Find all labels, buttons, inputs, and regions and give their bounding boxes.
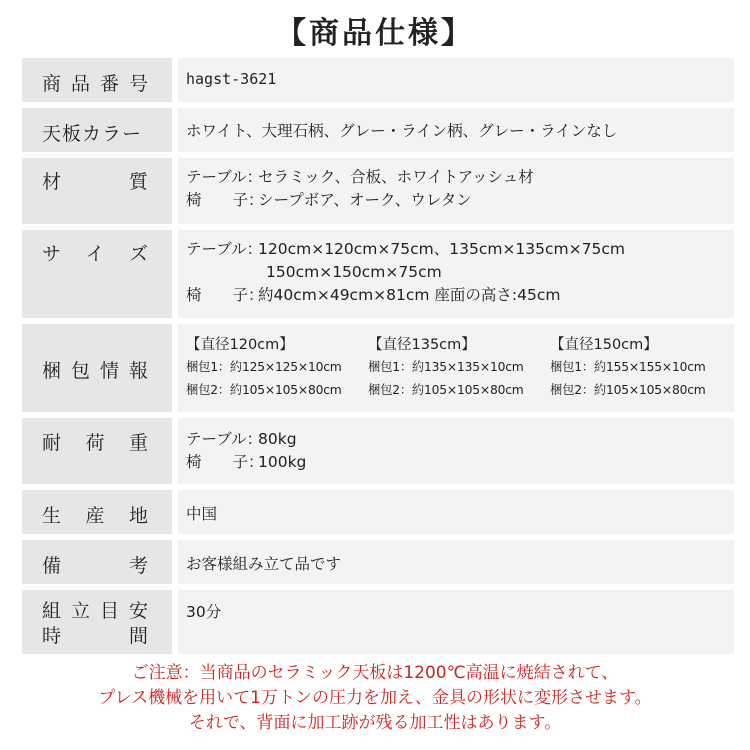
load-text: 80kg <box>258 430 297 448</box>
caution-line: それで、背面に加工跡が残る加工性はあります。 <box>188 713 562 733</box>
spec-label-cell <box>22 108 172 152</box>
label-char: 品 <box>70 73 90 95</box>
size-key: テーブル： <box>186 240 263 258</box>
spec-value-load <box>186 428 306 474</box>
spec-value-assembly: 30分 <box>186 603 222 621</box>
spec-value-model: hagst-3621 <box>186 70 277 88</box>
spec-row-note <box>22 540 734 584</box>
label-char: 包 <box>70 360 90 382</box>
label-char: 商 <box>42 73 62 95</box>
spec-value-material <box>186 166 534 212</box>
spec-label-size <box>42 239 148 266</box>
spec-value-cell <box>178 590 734 654</box>
label-char: 目 <box>99 600 119 622</box>
label-char: 安 <box>128 600 148 622</box>
load-line <box>186 428 306 451</box>
spec-row-assembly <box>22 590 734 654</box>
spec-label-cell <box>22 490 172 534</box>
spec-value-cell <box>178 108 734 152</box>
size-text: 約40cm×49cm×81cm 座面の高さ:45cm <box>258 286 561 304</box>
spec-label-top-color: 天板カラー <box>42 123 143 145</box>
packing-line: 梱包2：約105×105×80cm <box>186 383 342 397</box>
load-line <box>186 451 306 474</box>
label-char: 情 <box>99 360 119 382</box>
label-char: 生 <box>42 505 62 527</box>
spec-label-cell <box>22 418 172 484</box>
spec-value-cell <box>178 158 734 224</box>
caution-line: ご注意：当商品のセラミック天板は1200℃高温に焼結されて、 <box>131 663 619 683</box>
packing-column <box>368 334 524 402</box>
packing-line: 梱包2：約105×105×80cm <box>550 383 706 397</box>
spec-label-model <box>42 69 148 96</box>
spec-value-origin: 中国 <box>186 505 218 523</box>
size-key: 椅 子： <box>186 286 264 304</box>
packing-line: 梱包1：約125×125×10cm <box>186 360 342 374</box>
spec-row-packing <box>22 324 734 412</box>
label-char: 番 <box>99 73 119 95</box>
spec-row-load <box>22 418 734 484</box>
spec-value-cell <box>178 324 734 412</box>
size-line: 150cm×150cm×75cm <box>266 263 442 281</box>
spec-value-cell <box>178 58 734 102</box>
label-char: 荷 <box>85 432 105 454</box>
spec-row-material <box>22 158 734 224</box>
spec-value-cell <box>178 490 734 534</box>
packing-head: 【直径135cm】 <box>368 337 476 353</box>
spec-label-cell <box>22 230 172 318</box>
packing-column <box>550 334 706 402</box>
label-char: 号 <box>128 73 148 95</box>
material-text: セラミック、合板、ホワイトアッシュ材 <box>258 168 534 186</box>
packing-head: 【直径150cm】 <box>550 337 658 353</box>
spec-label-load <box>42 428 148 455</box>
packing-line: 梱包1：約135×135×10cm <box>368 360 524 374</box>
spec-row-model <box>22 58 734 102</box>
packing-line: 梱包1：約155×155×10cm <box>550 360 706 374</box>
spec-label-material <box>42 167 148 194</box>
spec-label-assembly <box>42 596 148 623</box>
label-char: ズ <box>128 243 148 265</box>
label-char: 産 <box>85 505 105 527</box>
label-char: 備 <box>42 555 62 577</box>
label-char: 組 <box>42 600 62 622</box>
page-title: 【商品仕様】 <box>276 16 474 51</box>
spec-row-size <box>22 230 734 318</box>
label-char: 重 <box>128 432 148 454</box>
label-char: 耐 <box>42 432 62 454</box>
label-char: 質 <box>128 171 148 193</box>
material-key: テーブル： <box>186 168 263 186</box>
spec-value-top-color: ホワイト、大理石柄、グレー・ライン柄、グレー・ラインなし <box>186 122 618 140</box>
spec-value-note: お客様組み立て品です <box>186 555 342 573</box>
size-line <box>186 238 625 261</box>
spec-value-cell <box>178 418 734 484</box>
load-key: 椅 子： <box>186 453 264 471</box>
label-char: 梱 <box>42 360 62 382</box>
label-char: 立 <box>70 600 90 622</box>
spec-label-assembly-2 <box>42 621 148 648</box>
spec-label-cell <box>22 540 172 584</box>
label-char: 材 <box>42 171 62 193</box>
label-char: イ <box>85 243 105 265</box>
label-char: サ <box>42 243 62 265</box>
spec-value-cell <box>178 540 734 584</box>
spec-label-note <box>42 551 148 578</box>
material-text: シープボア、オーク、ウレタン <box>258 191 472 209</box>
packing-line: 梱包2：約105×105×80cm <box>368 383 524 397</box>
spec-label-cell <box>22 324 172 412</box>
size-line <box>186 284 625 307</box>
spec-label-origin <box>42 501 148 528</box>
label-char: 間 <box>128 625 148 647</box>
label-char: 時 <box>42 625 62 647</box>
spec-value-cell <box>178 230 734 318</box>
label-char: 地 <box>128 505 148 527</box>
size-text: 120cm×120cm×75cm、135cm×135cm×75cm <box>258 240 625 258</box>
spec-value-size <box>186 238 625 307</box>
spec-row-top-color <box>22 108 734 152</box>
spec-label-cell <box>22 58 172 102</box>
spec-label-cell <box>22 590 172 654</box>
spec-label-cell <box>22 158 172 224</box>
label-char: 報 <box>128 360 148 382</box>
caution-line: プレス機械を用いて1万トンの圧力を加え、金具の形状に変形させます。 <box>98 688 652 708</box>
load-key: テーブル： <box>186 430 263 448</box>
load-text: 100kg <box>258 453 307 471</box>
packing-head: 【直径120cm】 <box>186 337 294 353</box>
label-char: 考 <box>128 555 148 577</box>
material-key: 椅 子： <box>186 191 264 209</box>
packing-column <box>186 334 342 402</box>
material-line <box>186 189 534 212</box>
spec-label-packing <box>42 356 148 383</box>
spec-row-origin <box>22 490 734 534</box>
material-line <box>186 166 534 189</box>
caution-notice <box>0 661 750 736</box>
